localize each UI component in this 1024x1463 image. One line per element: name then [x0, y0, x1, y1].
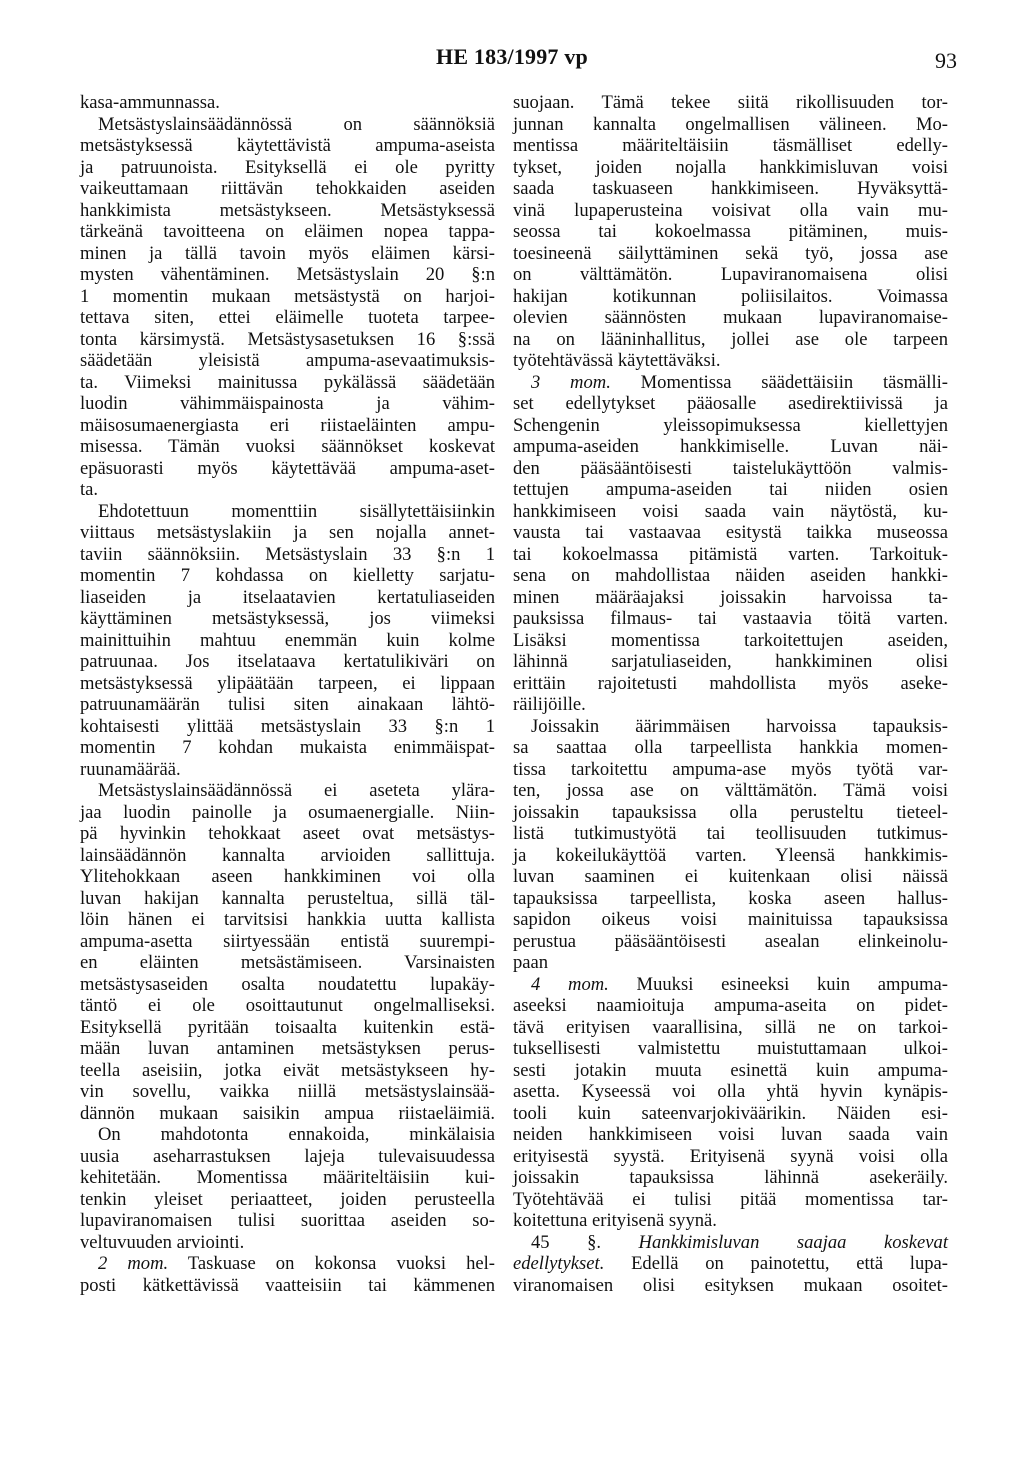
line-text: Muuksi esineeksi kuin ampuma- [608, 973, 948, 995]
text-line [80, 544, 495, 566]
text-line [80, 1167, 495, 1189]
line-text: kehitetään. Momentissa määriteltäisiin kui- [80, 1167, 495, 1188]
text-line [80, 200, 495, 222]
line-text: sa saattaa olla tarpeellista hankkia momen- [513, 737, 948, 758]
text-line [513, 458, 948, 480]
text-line [80, 1124, 495, 1146]
text-line [80, 823, 495, 845]
line-text: vaikeuttamaan riittävän tehokkaiden aseiden [80, 178, 495, 199]
line-text: mainittuihin mahtuu enemmän kuin kolme [80, 629, 495, 651]
line-text: täntö ei ole osoittautunut ongelmalliseksi. [80, 995, 495, 1016]
line-text: viittaus metsästyslakiin ja sen nojalla annet- [80, 522, 495, 543]
line-text: koitettuna erityisenä syynä. [513, 1210, 717, 1231]
text-line [513, 436, 948, 458]
line-text: minen määräajaksi joissakin harvoissa ta- [513, 586, 948, 608]
text-line [513, 587, 948, 609]
text-line [513, 200, 948, 222]
text-line [80, 393, 495, 415]
text-line [80, 888, 495, 910]
line-text: On mahdotonta ennakoida, minkälaisia [98, 1124, 495, 1145]
line-text: Ylitehokkaan aseen hankkiminen voi olla [80, 866, 495, 887]
line-text: metsästysaseiden osalta noudatettu lupakäy- [80, 973, 495, 995]
line-text: tonta kärsimystä. Metsästysasetuksen 16 §:ssä [80, 328, 495, 350]
text-line [80, 1253, 495, 1275]
line-text: metsästyksessä ylipäätään tarpeen, ei lippaan [80, 672, 495, 694]
line-text: listä tutkimustyötä tai teollisuuden tutkimus- [513, 823, 948, 844]
text-line [513, 307, 948, 329]
line-text: olevien säännösten mukaan lupaviranomaise- [513, 307, 948, 328]
line-text: teella aseisiin, jotka eivät metsästykseen hy- [80, 1059, 495, 1081]
text-line [513, 501, 948, 523]
text-line [513, 737, 948, 759]
line-text: ja kokeilukäyttöä varten. Yleensä hankkimis- [513, 844, 948, 866]
text-line [80, 694, 495, 716]
line-text: tykset, joiden nojalla hankkimisluvan voisi [513, 156, 948, 178]
text-line [80, 264, 495, 286]
line-text: hankkimista metsästykseen. Metsästyksessä [80, 199, 495, 221]
text-line [513, 544, 948, 566]
text-line [80, 565, 495, 587]
line-text: suojaan. Tämä tekee siitä rikollisuuden tor- [513, 92, 948, 113]
text-line [513, 1017, 948, 1039]
text-line [80, 221, 495, 243]
line-text: ten, jossa ase on välttämätön. Tämä voisi [513, 780, 948, 801]
line-text: na on lääninhallitus, jollei ase ole tarpeen [513, 328, 948, 350]
italic-heading: Hankkimisluvan saajaa koskevat [638, 1231, 948, 1253]
line-text: aseeksi naamioituja ampuma-aseita on pidet- [513, 995, 948, 1016]
text-line [513, 866, 948, 888]
line-text: mysten vähentäminen. Metsästyslain 20 §:n [80, 264, 495, 285]
text-line [80, 1146, 495, 1168]
text-line [80, 974, 495, 996]
line-text: taviin säännöksiin. Metsästyslain 33 §:n 1 [80, 543, 495, 565]
line-text: viranomaisen olisi esityksen mukaan osoitet- [513, 1274, 948, 1296]
line-text: veltuvuuden arviointi. [80, 1231, 245, 1253]
text-line [513, 1060, 948, 1082]
line-text: tai kokoelmassa pitämistä varten. Tarkoituk- [513, 543, 948, 565]
line-text: tettujen ampuma-aseiden tai niiden osien [513, 479, 948, 500]
line-text: saada taskuaseen hankkimiseen. Hyväksyttä- [513, 178, 948, 199]
line-text: liaseiden ja itselaatavien kertatuliaseiden [80, 586, 495, 608]
line-text: luvan hakijan kannalta perusteltua, sillä täl- [80, 887, 495, 909]
line-text: joissakin tapauksissa olla perusteltu tieteel- [513, 801, 948, 823]
text-line [513, 1103, 948, 1125]
text-line [80, 307, 495, 329]
line-text: momentin 7 kohdan mukaista enimmäispat- [80, 737, 495, 758]
line-text: vausta tai vastaavaa esitystä taikka museossa [513, 522, 948, 543]
text-line [80, 845, 495, 867]
text-line [513, 329, 948, 351]
line-text: dännön mukaan saisikin ampua riistaeläimiä. [80, 1102, 495, 1124]
text-line [80, 372, 495, 394]
text-line [513, 1210, 948, 1232]
text-line [80, 1210, 495, 1232]
line-text: sesti jotakin muuta esinettä kuin ampuma- [513, 1059, 948, 1081]
text-line [80, 286, 495, 308]
line-text: työtehtävässä käytettäväksi. [513, 350, 721, 371]
line-text: en eläinten metsästämiseen. Varsinaisten [80, 952, 495, 973]
text-line [80, 995, 495, 1017]
line-text: Lisäksi momentissa tarkoitettujen aseiden, [513, 629, 948, 651]
text-line [80, 630, 495, 652]
text-line [513, 716, 948, 738]
line-text: set edellytykset pääosalle asedirektiivissä ja [513, 393, 948, 414]
line-text: lainsäädännön kannalta arvioiden sallittuja. [80, 844, 495, 866]
line-text: sena on mahdollistaa näiden aseiden hankki- [513, 565, 948, 586]
text-line [80, 479, 495, 501]
line-text: posti kätkettävissä vaatteisiin tai kämmenen [80, 1274, 495, 1296]
line-text: Esityksellä pyritään toisaalta kuitenkin estä- [80, 1016, 495, 1038]
line-text: hakijan kotikunnan poliisilaitos. Voimassa [513, 285, 948, 307]
text-line [80, 931, 495, 953]
line-text: uusia aseharrastuksen lajeja tulevaisuudessa [80, 1145, 495, 1167]
line-text: mentissa määriteltäisiin täsmälliset edelly- [513, 135, 948, 156]
text-line [80, 135, 495, 157]
line-text: ampuma-asetta siirtyessään entistä suurempi- [80, 930, 495, 952]
line-text: Edellä on painotettu, että lupa- [604, 1253, 948, 1274]
text-line [513, 92, 948, 114]
text-line [513, 1275, 948, 1297]
line-text: tettava siten, ettei eläimelle tuoteta tarpee- [80, 307, 495, 328]
line-text: Taskuase on kokonsa vuoksi hel- [168, 1253, 496, 1274]
text-line [80, 92, 495, 114]
text-line [513, 651, 948, 673]
line-text: käyttäminen metsästyksessä, jos viimeksi [80, 608, 495, 629]
text-line [80, 780, 495, 802]
line-text: kohtaisesti ylittää metsästyslain 33 §:n 1 [80, 715, 495, 737]
line-text: mään luvan antaminen metsästyksen perus- [80, 1038, 495, 1059]
text-line [513, 1124, 948, 1146]
text-line [80, 651, 495, 673]
line-text: ja patruunoista. Esityksellä ei ole pyritty [80, 156, 495, 178]
text-line [513, 135, 948, 157]
line-text: jaa luodin painolle ja osumaenergialle. Niin- [80, 801, 495, 823]
text-line [80, 1038, 495, 1060]
line-text: tärkeänä tavoitteena on eläimen nopea tappa- [80, 221, 495, 242]
line-text: tävä erityisen vaarallisina, sillä ne on tarkoi- [513, 1016, 948, 1038]
text-line [513, 802, 948, 824]
line-text: paan [513, 952, 549, 973]
line-text: seossa tai kokoelmassa pitäminen, muis- [513, 221, 948, 242]
text-line [80, 501, 495, 523]
text-line [513, 372, 948, 394]
line-text: räilijöille. [513, 694, 586, 715]
line-text: Schengenin yleissopimuksessa kiellettyjen [513, 414, 948, 436]
text-line [80, 522, 495, 544]
line-text: erittäin rajoitetusti mahdollista myös aseke- [513, 672, 948, 694]
line-text: kasa-ammunnassa. [80, 92, 220, 113]
line-text: on välttämätön. Lupaviranomaisena olisi [513, 264, 948, 285]
italic-heading: 3 mom. [531, 371, 611, 393]
line-text: ta. Viimeksi mainitussa pykälässä säädetään [80, 371, 495, 393]
line-text: toesineenä säilyttäminen sekä työ, jossa ase [513, 242, 948, 264]
text-line [513, 1189, 948, 1211]
line-text: säädetään yleisistä ampuma-asevaatimuksis- [80, 350, 495, 371]
line-text: hankkimiseen voisi saada vain näytöstä, ku- [513, 500, 948, 522]
text-line [513, 522, 948, 544]
text-line [80, 909, 495, 931]
text-line [513, 221, 948, 243]
text-line [513, 1167, 948, 1189]
italic-heading: 2 mom. [98, 1253, 169, 1274]
italic-heading: 4 mom. [531, 973, 609, 995]
line-text: tuksellisesti valmistettu muistuttamaan ulkoi- [513, 1038, 948, 1059]
section-number: 45 §. [531, 1231, 639, 1253]
text-line [513, 673, 948, 695]
text-line [513, 780, 948, 802]
text-line [80, 415, 495, 437]
text-line [80, 1275, 495, 1297]
text-line [80, 1081, 495, 1103]
line-text: luvan saaminen ei kuitenkaan olisi näissä [513, 866, 948, 887]
line-text: neiden hankkimiseen voisi luvan saada vain [513, 1124, 948, 1145]
line-text: perustua pääsääntöisesti asealan elinkeinolu- [513, 930, 948, 952]
text-line [80, 1103, 495, 1125]
line-text: ruunamäärää. [80, 758, 181, 780]
text-line [80, 1189, 495, 1211]
text-line [513, 909, 948, 931]
text-line [513, 565, 948, 587]
line-text: pauksissa filmaus- tai vastaavia töitä varten. [513, 608, 948, 629]
left-text-column [80, 92, 495, 1296]
text-line [513, 393, 948, 415]
line-text: patruunamäärän tulisi siten ainakaan lähtö- [80, 694, 495, 715]
text-line [513, 759, 948, 781]
text-line [80, 350, 495, 372]
text-line [513, 995, 948, 1017]
line-text: tooli kuin sateenvarjokiväärikin. Näiden esi- [513, 1102, 948, 1124]
text-line [513, 243, 948, 265]
text-line [513, 350, 948, 372]
text-line [513, 931, 948, 953]
text-line [513, 1253, 948, 1275]
line-text: tenkin yleiset periaatteet, joiden perusteella [80, 1188, 495, 1210]
text-line [513, 479, 948, 501]
line-text: junnan kannalta ongelmallisen välineen. Mo- [513, 113, 948, 135]
page-number: 93 [935, 48, 957, 73]
line-text: patruunaa. Jos itselataava kertatulikiväri on [80, 651, 495, 672]
text-line [80, 673, 495, 695]
text-line [80, 178, 495, 200]
text-line [80, 157, 495, 179]
line-text: Joissakin äärimmäisen harvoissa tapauksis- [531, 715, 948, 737]
line-text: tissa tarkoitettu ampuma-ase myös työtä var- [513, 758, 948, 780]
text-line [513, 1081, 948, 1103]
line-text: pä hyvinkin tehokkaat aseet ovat metsästys- [80, 823, 495, 844]
line-text: Työtehtävää ei tulisi pitää momentissa tar- [513, 1188, 948, 1210]
line-text: Momentissa säädettäisiin täsmälli- [610, 371, 948, 393]
line-text: sapidon oikeus voisi mainituissa tapauksissa [513, 909, 948, 930]
text-line [513, 114, 948, 136]
line-text: lähinnä sarjatuliaseiden, hankkiminen olisi [513, 651, 948, 672]
text-line [80, 608, 495, 630]
line-text: 1 momentin mukaan metsästystä on harjoi- [80, 285, 495, 307]
right-text-column [513, 92, 948, 1296]
line-text: misessa. Tämän vuoksi säännökset koskevat [80, 436, 495, 457]
text-line [513, 264, 948, 286]
line-text: erityisestä syystä. Erityisenä syynä voisi olla [513, 1145, 948, 1167]
italic-heading: edellytykset. [513, 1253, 605, 1274]
line-text: minen ja tällä tavoin myös eläimen kärsi- [80, 242, 495, 264]
line-text: vin sovellu, vaikka niillä metsästyslainsää- [80, 1081, 495, 1102]
text-line [80, 1060, 495, 1082]
text-line [80, 436, 495, 458]
text-line [513, 178, 948, 200]
line-text: tapauksissa tarpeellista, koska aseen hallus- [513, 887, 948, 909]
text-line [80, 759, 495, 781]
line-text: Metsästyslainsäädännössä ei aseteta ylära- [98, 780, 495, 801]
line-text: joissakin tapauksissa lähinnä asekeräily. [513, 1167, 948, 1188]
line-text: mäisosumaenergiasta eri riistaeläinten ampu- [80, 414, 495, 436]
text-line [513, 1146, 948, 1168]
line-text: metsästyksessä käytettävistä ampuma-aseista [80, 135, 495, 156]
line-text: asetta. Kyseessä voi olla yhtä hyvin kynäpis- [513, 1081, 948, 1102]
text-line [80, 716, 495, 738]
text-line [80, 866, 495, 888]
line-text: luodin vähimmäispainosta ja vähim- [80, 393, 495, 414]
text-line [513, 157, 948, 179]
text-line [80, 737, 495, 759]
text-line [80, 802, 495, 824]
text-line [513, 1232, 948, 1254]
text-line [513, 1038, 948, 1060]
line-text: momentin 7 kohdassa on kielletty sarjatu- [80, 565, 495, 586]
line-text: ampuma-aseiden hankkimiselle. Luvan näi- [513, 436, 948, 457]
text-line [513, 286, 948, 308]
text-line [80, 243, 495, 265]
text-line [513, 823, 948, 845]
line-text: Metsästyslainsäädännössä on säännöksiä [98, 113, 495, 135]
line-text: löin hänen ei tarvitsisi hankkia uutta kallista [80, 909, 495, 930]
page-header-title: HE 183/1997 vp [436, 44, 588, 69]
line-text: epäsuorasti myös käytettävää ampuma-aset- [80, 457, 495, 479]
text-line [80, 114, 495, 136]
text-line [80, 1232, 495, 1254]
text-line [80, 329, 495, 351]
text-line [80, 458, 495, 480]
text-line [513, 608, 948, 630]
text-line [513, 952, 948, 974]
text-line [513, 630, 948, 652]
text-line [513, 694, 948, 716]
text-line [80, 952, 495, 974]
line-text: lupaviranomaisen tulisi suorittaa aseiden so- [80, 1210, 495, 1231]
text-line [513, 888, 948, 910]
text-line [513, 845, 948, 867]
text-line [513, 415, 948, 437]
text-line [80, 587, 495, 609]
line-text: den pääsääntöisesti taistelukäyttöön valmis- [513, 457, 948, 479]
text-line [513, 974, 948, 996]
line-text: vinä lupaperusteina voisivat olla vain mu- [513, 199, 948, 221]
line-text: ta. [80, 479, 99, 500]
text-line [80, 1017, 495, 1039]
line-text: Ehdotettuun momenttiin sisällytettäisiinkin [98, 500, 495, 522]
